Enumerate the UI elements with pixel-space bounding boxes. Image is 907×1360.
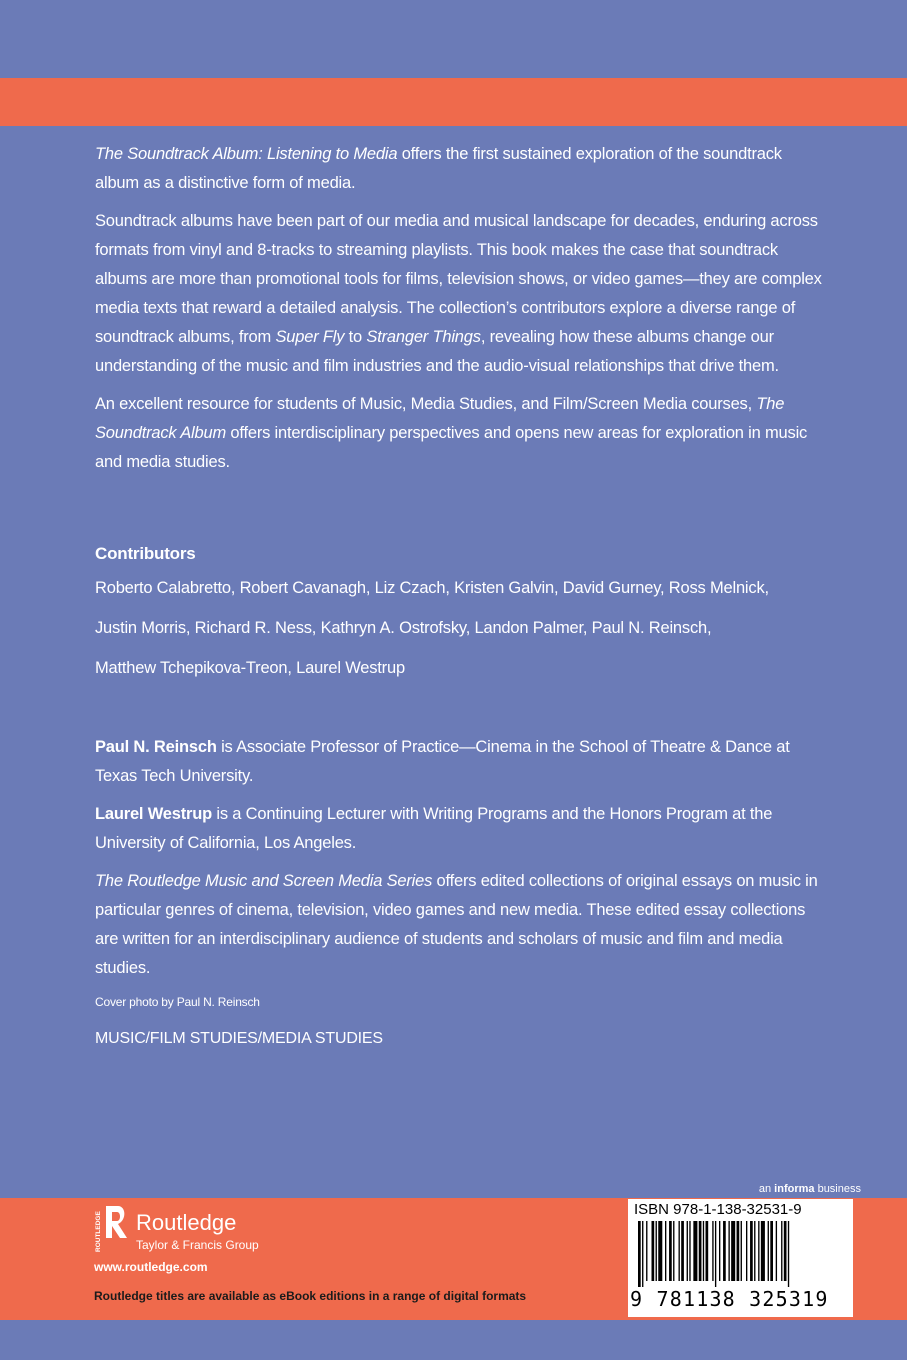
subject-category: MUSIC/FILM STUDIES/MEDIA STUDIES (95, 1030, 383, 1047)
barcode-bar (699, 1221, 702, 1281)
barcode-bar (665, 1221, 666, 1281)
description-text: An excellent resource for students of Music, Media Studies, and Film/Screen Media courses, (95, 395, 757, 413)
barcode-bar (741, 1221, 742, 1281)
series-text: offers edited collections of original essays on music in particular genres of cinema, television, video games and new media. These edited essay collections are written for an interdisciplinary audience of students and scholars of music and film and media studies. (95, 872, 818, 977)
barcode-bar (719, 1221, 720, 1281)
barcode-bar (673, 1221, 674, 1281)
publisher-group: Taylor & Francis Group (136, 1238, 259, 1252)
barcode-bar (758, 1221, 759, 1281)
barcode-bar (776, 1221, 777, 1281)
book-title-italic: The Soundtrack Album: Listening to Media (95, 145, 398, 163)
barcode-bar (687, 1221, 688, 1281)
bio-text: is Associate Professor of Practice—Cinema in the School of Theatre & Dance at Texas Tech University. (95, 738, 790, 785)
barcode-bar (761, 1221, 765, 1281)
barcode-bar (728, 1221, 729, 1281)
description-text: offers interdisciplinary perspectives and opens new areas for exploration in music and media studies. (95, 424, 808, 471)
informa-suffix: business (814, 1183, 861, 1195)
description-paragraph-2 (95, 207, 825, 381)
description-text: , revealing how these albums change our understanding of the music and film industries and the audio-visual relationships that drive them. (95, 328, 779, 375)
publisher-name: Routledge (136, 1210, 237, 1235)
description-text: to (344, 328, 367, 346)
barcode-bar (669, 1221, 672, 1281)
author-name: Paul N. Reinsch (95, 738, 217, 756)
top-orange-band (0, 78, 907, 126)
ebook-note: Routledge titles are available as eBook editions in a range of digital formats (94, 1289, 527, 1303)
barcode-bar (788, 1221, 789, 1287)
publisher-website[interactable]: www.routledge.com (94, 1260, 208, 1274)
bio-text: is a Continuing Lecturer with Writing Programs and the Honors Program at the University of California, Los Angeles. (95, 805, 773, 852)
barcode-bar (723, 1221, 726, 1281)
informa-brand: informa (774, 1183, 815, 1195)
bio-paragraph (95, 800, 825, 858)
barcode-bar (770, 1221, 773, 1281)
barcode-bar (703, 1221, 704, 1281)
photo-credit: Cover photo by Paul N. Reinsch (95, 995, 260, 1009)
title-super-fly: Super Fly (275, 328, 345, 346)
barcode-bar (642, 1221, 643, 1287)
contributors-line: Matthew Tchepikova-Treon, Laurel Westrup (95, 659, 405, 677)
barcode-bar (656, 1221, 657, 1281)
routledge-logo-icon (94, 1204, 128, 1254)
barcode-bar (731, 1221, 735, 1281)
barcode-bar (689, 1221, 690, 1281)
title-stranger-things: Stranger Things (366, 328, 481, 346)
barcode-bar (638, 1221, 641, 1287)
barcode-bar (781, 1221, 782, 1281)
barcode-bars (638, 1221, 843, 1287)
barcode-bar (679, 1221, 680, 1281)
description-text: Soundtrack albums have been part of our media and musical landscape for decades, enduring across formats from vinyl and 8-tracks to streaming playlists. This book makes the case that soundtrack albums are more than promotional tools for films, television shows, or video games—they are complex media texts that reward a detailed analysis. The collection’s contributors explore a diverse range of soundtrack albums, from (95, 212, 822, 346)
barcode-bar (652, 1221, 655, 1281)
description-text: offers the first sustained exploration of the soundtrack album as a distinctive form of media. (95, 145, 782, 192)
barcode-panel (628, 1199, 853, 1317)
contributors-line: Justin Morris, Richard R. Ness, Kathryn A. Ostrofsky, Landon Palmer, Paul N. Reinsch, (95, 619, 712, 637)
barcode-bar (715, 1221, 716, 1287)
isbn-label: ISBN 978-1-138-32531-9 (634, 1201, 802, 1218)
barcode-bar (784, 1221, 787, 1281)
informa-tagline (759, 1183, 861, 1195)
description-paragraph-3 (95, 390, 825, 477)
series-paragraph (95, 867, 825, 983)
barcode-bar (754, 1221, 755, 1281)
barcode-bar (750, 1221, 753, 1281)
barcode-bar (712, 1221, 713, 1281)
logo-spine-text: ROUTLEDGE (95, 1211, 102, 1252)
series-title: The Routledge Music and Screen Media Series (95, 872, 433, 890)
barcode-bar (706, 1221, 709, 1281)
bio-paragraph (95, 733, 825, 791)
book-title-italic: The Soundtrack Album (95, 395, 785, 442)
barcode-bar (646, 1221, 647, 1281)
informa-prefix: an (758, 1183, 775, 1195)
barcode-bar (737, 1221, 740, 1281)
author-name: Laurel Westrup (95, 805, 213, 823)
contributors-line: Roberto Calabretto, Robert Cavanagh, Liz Czach, Kristen Galvin, David Gurney, Ross Melnick, (95, 579, 769, 597)
back-cover-text (95, 140, 825, 1062)
barcode-digits: 9 781138 325319 (630, 1287, 829, 1311)
barcode-bar (681, 1221, 684, 1281)
contributors-heading: Contributors (95, 544, 196, 563)
barcode-bar (693, 1221, 697, 1281)
barcode-bar (658, 1221, 662, 1281)
description-paragraph-1 (95, 140, 825, 198)
author-bios (95, 733, 825, 858)
barcode-bar (746, 1221, 747, 1281)
barcode-bar (768, 1221, 769, 1281)
